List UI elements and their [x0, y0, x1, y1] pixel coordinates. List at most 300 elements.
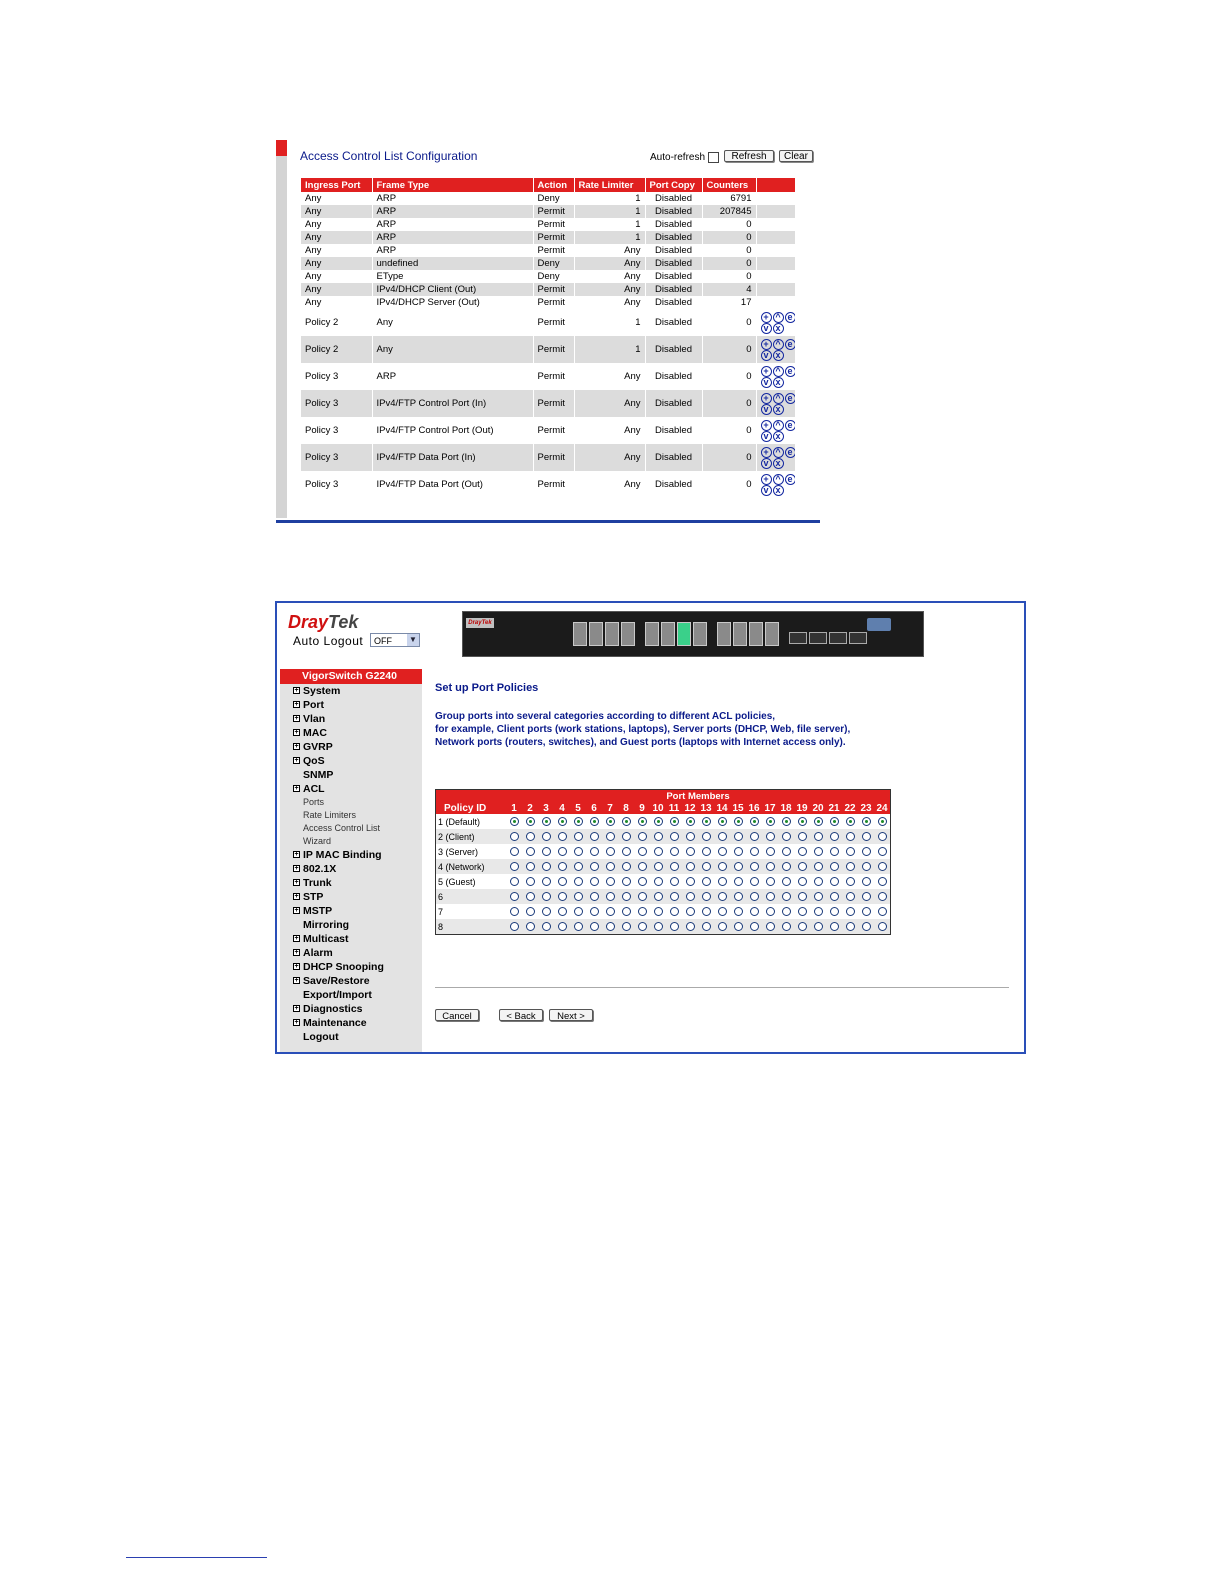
- expand-icon[interactable]: +: [294, 715, 299, 722]
- port-radio-button[interactable]: [622, 877, 631, 886]
- sidebar-item-trunk[interactable]: [280, 876, 422, 890]
- port-radio-button[interactable]: [878, 892, 887, 901]
- port-radio-button[interactable]: [814, 832, 823, 841]
- port-radio-button[interactable]: [686, 892, 695, 901]
- port-radio-button[interactable]: [878, 877, 887, 886]
- cell-action: Deny: [533, 257, 574, 270]
- port-radio-button[interactable]: [686, 862, 695, 871]
- port-radio-button[interactable]: [558, 847, 567, 856]
- sidebar-item-save-restore[interactable]: [280, 974, 422, 988]
- port-radio-button[interactable]: [574, 877, 583, 886]
- port-radio-button[interactable]: [654, 922, 663, 931]
- port-radio-button[interactable]: [510, 892, 519, 901]
- port-radio-button[interactable]: [846, 877, 855, 886]
- port-radio-button[interactable]: [510, 832, 519, 841]
- port-radio-button[interactable]: [846, 862, 855, 871]
- port-radio-button[interactable]: [782, 847, 791, 856]
- port-radio-button[interactable]: [798, 922, 807, 931]
- edit-icon[interactable]: e: [785, 420, 796, 431]
- port-radio-button[interactable]: [670, 847, 679, 856]
- expand-icon[interactable]: +: [294, 893, 299, 900]
- sidebar-item-vlan[interactable]: [280, 712, 422, 726]
- expand-icon[interactable]: +: [294, 851, 299, 858]
- row-actions: [756, 257, 795, 270]
- sidebar-item-802-1x[interactable]: [280, 862, 422, 876]
- sidebar-item-mac[interactable]: [280, 726, 422, 740]
- port-radio-button[interactable]: [766, 862, 775, 871]
- port-radio-button[interactable]: [766, 907, 775, 916]
- port-radio-button[interactable]: [814, 817, 823, 826]
- expand-icon[interactable]: +: [294, 785, 299, 792]
- port-radio-button[interactable]: [702, 832, 711, 841]
- port-radio-button[interactable]: [846, 922, 855, 931]
- port-radio-button[interactable]: [510, 847, 519, 856]
- edit-icon[interactable]: e: [785, 474, 796, 485]
- sidebar-subitem[interactable]: Rate Limiters: [303, 810, 357, 820]
- sidebar-item-multicast[interactable]: [280, 932, 422, 946]
- port-radio-button[interactable]: [862, 832, 871, 841]
- port-radio-button[interactable]: [622, 847, 631, 856]
- port-radio-button[interactable]: [702, 877, 711, 886]
- refresh-button[interactable]: Refresh: [724, 150, 774, 162]
- port-radio-button[interactable]: [542, 847, 551, 856]
- port-radio-button[interactable]: [606, 817, 615, 826]
- port-radio-button[interactable]: [878, 817, 887, 826]
- port-radio-button[interactable]: [622, 862, 631, 871]
- sidebar-item-gvrp[interactable]: [280, 740, 422, 754]
- move-down-icon[interactable]: v: [761, 377, 772, 388]
- port-radio-button[interactable]: [558, 922, 567, 931]
- expand-icon[interactable]: +: [294, 1019, 299, 1026]
- sidebar-item-stp[interactable]: [280, 890, 422, 904]
- policy-row: [436, 919, 891, 935]
- expand-icon[interactable]: +: [294, 963, 299, 970]
- port-radio-button[interactable]: [766, 832, 775, 841]
- port-radio-button[interactable]: [638, 832, 647, 841]
- sidebar-item-system[interactable]: [280, 684, 422, 698]
- port-radio-button[interactable]: [542, 907, 551, 916]
- expand-icon[interactable]: +: [294, 879, 299, 886]
- edit-icon[interactable]: e: [785, 366, 796, 377]
- port-radio-button[interactable]: [830, 922, 839, 931]
- move-up-icon[interactable]: ^: [773, 312, 784, 323]
- port-radio-button[interactable]: [526, 847, 535, 856]
- policy-row: [436, 859, 891, 874]
- port-radio-button[interactable]: [750, 832, 759, 841]
- port-radio-button[interactable]: [686, 877, 695, 886]
- sidebar-subitem[interactable]: Ports: [303, 797, 325, 807]
- expand-icon[interactable]: +: [294, 729, 299, 736]
- port-radio-button[interactable]: [654, 847, 663, 856]
- delete-icon[interactable]: x: [773, 323, 784, 334]
- port-radio-button[interactable]: [734, 847, 743, 856]
- port-radio-button[interactable]: [670, 907, 679, 916]
- edit-icon[interactable]: e: [785, 339, 796, 350]
- port-radio-button[interactable]: [718, 907, 727, 916]
- port-radio-button[interactable]: [830, 862, 839, 871]
- port-radio-button[interactable]: [718, 847, 727, 856]
- port-radio-button[interactable]: [830, 817, 839, 826]
- port-radio-button[interactable]: [542, 922, 551, 931]
- port-radio-button[interactable]: [830, 832, 839, 841]
- port-radio-button[interactable]: [878, 922, 887, 931]
- port-radio-button[interactable]: [830, 877, 839, 886]
- port-radio-button[interactable]: [526, 907, 535, 916]
- port-radio-button[interactable]: [670, 862, 679, 871]
- port-radio-button[interactable]: [510, 877, 519, 886]
- port-radio-button[interactable]: [750, 907, 759, 916]
- port-radio-button[interactable]: [606, 862, 615, 871]
- cell-port: Any: [301, 205, 372, 218]
- delete-icon[interactable]: x: [773, 485, 784, 496]
- port-radio-button[interactable]: [526, 832, 535, 841]
- port-radio-button[interactable]: [654, 832, 663, 841]
- move-up-icon[interactable]: ^: [773, 420, 784, 431]
- sidebar-item-snmp[interactable]: [280, 768, 422, 782]
- expand-icon[interactable]: +: [294, 907, 299, 914]
- port-radio-button[interactable]: [798, 907, 807, 916]
- port-radio-button[interactable]: [782, 817, 791, 826]
- port-radio-button[interactable]: [718, 922, 727, 931]
- sidebar-item-mirroring[interactable]: [280, 918, 422, 932]
- table-row: [301, 390, 795, 417]
- port-radio-button[interactable]: [606, 877, 615, 886]
- port-radio-button[interactable]: [686, 832, 695, 841]
- port-radio-button[interactable]: [638, 907, 647, 916]
- port-radio-button[interactable]: [590, 832, 599, 841]
- port-radio-button[interactable]: [798, 877, 807, 886]
- sidebar-item-port[interactable]: [280, 698, 422, 712]
- port-radio-button[interactable]: [542, 862, 551, 871]
- insert-icon[interactable]: +: [761, 366, 772, 377]
- port-radio-button[interactable]: [590, 817, 599, 826]
- port-radio-button[interactable]: [574, 832, 583, 841]
- move-down-icon[interactable]: v: [761, 404, 772, 415]
- port-radio-button[interactable]: [558, 832, 567, 841]
- port-radio-button[interactable]: [862, 922, 871, 931]
- port-radio-button[interactable]: [750, 847, 759, 856]
- port-radio-button[interactable]: [734, 907, 743, 916]
- port-radio-button[interactable]: [510, 817, 519, 826]
- port-radio-button[interactable]: [654, 892, 663, 901]
- port-radio-button[interactable]: [574, 922, 583, 931]
- port-radio-button[interactable]: [846, 892, 855, 901]
- port-radio-button[interactable]: [862, 862, 871, 871]
- port-radio-button[interactable]: [878, 832, 887, 841]
- delete-icon[interactable]: x: [773, 350, 784, 361]
- sidebar-item-ip-mac-binding[interactable]: [280, 848, 422, 862]
- port-radio-button[interactable]: [670, 877, 679, 886]
- port-radio-button[interactable]: [830, 847, 839, 856]
- port-radio-button[interactable]: [702, 907, 711, 916]
- port-radio-button[interactable]: [798, 862, 807, 871]
- insert-icon[interactable]: +: [761, 312, 772, 323]
- port-radio-button[interactable]: [622, 832, 631, 841]
- auto-logout-select[interactable]: [370, 633, 420, 647]
- port-radio-button[interactable]: [814, 892, 823, 901]
- port-radio-button[interactable]: [574, 892, 583, 901]
- port-radio-button[interactable]: [798, 847, 807, 856]
- port-radio-button[interactable]: [798, 817, 807, 826]
- port-radio-button[interactable]: [766, 847, 775, 856]
- port-radio-button[interactable]: [622, 922, 631, 931]
- port-radio-button[interactable]: [814, 847, 823, 856]
- port-radio-button[interactable]: [798, 832, 807, 841]
- port-radio-button[interactable]: [590, 907, 599, 916]
- port-radio-button[interactable]: [590, 892, 599, 901]
- move-down-icon[interactable]: v: [761, 350, 772, 361]
- row-actions: [756, 444, 795, 471]
- port-radio-button[interactable]: [542, 817, 551, 826]
- port-radio-button[interactable]: [734, 862, 743, 871]
- port-radio-button[interactable]: [638, 817, 647, 826]
- port-radio-button[interactable]: [702, 862, 711, 871]
- port-radio-button[interactable]: [510, 862, 519, 871]
- expand-icon[interactable]: +: [294, 757, 299, 764]
- port-radio-button[interactable]: [686, 847, 695, 856]
- port-radio-button[interactable]: [590, 862, 599, 871]
- port-radio-button[interactable]: [718, 892, 727, 901]
- port-radio-button[interactable]: [654, 817, 663, 826]
- port-radio-cell: [506, 904, 522, 919]
- move-down-icon[interactable]: v: [761, 458, 772, 469]
- sidebar-subitem[interactable]: Wizard: [303, 836, 332, 846]
- cell-frame: EType: [372, 270, 533, 283]
- delete-icon[interactable]: x: [773, 377, 784, 388]
- port-radio-button[interactable]: [606, 847, 615, 856]
- port-radio-button[interactable]: [638, 862, 647, 871]
- port-radio-button[interactable]: [510, 907, 519, 916]
- policy-id: 8: [436, 919, 507, 935]
- edit-icon[interactable]: e: [785, 393, 796, 404]
- port-radio-cell: [714, 904, 730, 919]
- port-radio-button[interactable]: [766, 877, 775, 886]
- sidebar-item-logout[interactable]: [280, 1030, 422, 1044]
- port-radio-button[interactable]: [750, 862, 759, 871]
- port-radio-button[interactable]: [814, 862, 823, 871]
- port-radio-button[interactable]: [606, 922, 615, 931]
- sidebar-item-label: Save/Restore: [303, 975, 370, 987]
- sidebar-item-alarm[interactable]: [280, 946, 422, 960]
- port-radio-button[interactable]: [766, 817, 775, 826]
- port-radio-button[interactable]: [654, 877, 663, 886]
- port-radio-cell: [778, 904, 794, 919]
- expand-icon[interactable]: +: [294, 701, 299, 708]
- port-radio-button[interactable]: [526, 877, 535, 886]
- port-radio-button[interactable]: [590, 922, 599, 931]
- move-up-icon[interactable]: ^: [773, 339, 784, 350]
- expand-icon[interactable]: +: [294, 977, 299, 984]
- port-radio-button[interactable]: [574, 862, 583, 871]
- port-radio-button[interactable]: [862, 877, 871, 886]
- port-radio-button[interactable]: [878, 862, 887, 871]
- port-radio-button[interactable]: [846, 817, 855, 826]
- port-radio-button[interactable]: [702, 922, 711, 931]
- auto-refresh-checkbox[interactable]: [708, 152, 719, 163]
- expand-icon[interactable]: +: [294, 935, 299, 942]
- port-radio-button[interactable]: [670, 817, 679, 826]
- port-radio-button[interactable]: [670, 832, 679, 841]
- insert-icon[interactable]: +: [761, 420, 772, 431]
- port-radio-button[interactable]: [590, 847, 599, 856]
- port-radio-button[interactable]: [558, 892, 567, 901]
- move-up-icon[interactable]: ^: [773, 366, 784, 377]
- edit-icon[interactable]: e: [785, 447, 796, 458]
- port-radio-button[interactable]: [718, 817, 727, 826]
- port-radio-button[interactable]: [734, 892, 743, 901]
- port-radio-button[interactable]: [574, 817, 583, 826]
- port-radio-button[interactable]: [782, 922, 791, 931]
- port-radio-button[interactable]: [846, 847, 855, 856]
- port-radio-button[interactable]: [574, 847, 583, 856]
- port-radio-button[interactable]: [526, 892, 535, 901]
- port-radio-button[interactable]: [638, 892, 647, 901]
- move-up-icon[interactable]: ^: [773, 393, 784, 404]
- insert-icon[interactable]: +: [761, 447, 772, 458]
- insert-icon[interactable]: +: [761, 339, 772, 350]
- port-radio-button[interactable]: [766, 922, 775, 931]
- delete-icon[interactable]: x: [773, 458, 784, 469]
- port-radio-button[interactable]: [654, 907, 663, 916]
- port-radio-button[interactable]: [878, 847, 887, 856]
- port-radio-button[interactable]: [590, 877, 599, 886]
- port-radio-button[interactable]: [526, 922, 535, 931]
- port-radio-cell: [650, 904, 666, 919]
- insert-icon[interactable]: +: [761, 474, 772, 485]
- table-row: [301, 444, 795, 471]
- move-down-icon[interactable]: v: [761, 485, 772, 496]
- logo-red-text: Dray: [288, 612, 329, 632]
- port-radio-button[interactable]: [782, 862, 791, 871]
- sidebar-item-export-import[interactable]: [280, 988, 422, 1002]
- edit-icon[interactable]: e: [785, 312, 796, 323]
- port-radio-button[interactable]: [542, 832, 551, 841]
- port-radio-button[interactable]: [734, 922, 743, 931]
- port-radio-button[interactable]: [622, 817, 631, 826]
- next-button[interactable]: Next >: [549, 1009, 593, 1021]
- port-radio-button[interactable]: [878, 907, 887, 916]
- port-radio-button[interactable]: [830, 907, 839, 916]
- port-radio-button[interactable]: [862, 817, 871, 826]
- expand-icon[interactable]: +: [294, 949, 299, 956]
- insert-icon[interactable]: +: [761, 393, 772, 404]
- move-down-icon[interactable]: v: [761, 431, 772, 442]
- port-radio-button[interactable]: [686, 922, 695, 931]
- sidebar-item-mstp[interactable]: [280, 904, 422, 918]
- port-radio-button[interactable]: [718, 832, 727, 841]
- port-radio-button[interactable]: [686, 907, 695, 916]
- port-radio-button[interactable]: [526, 817, 535, 826]
- port-radio-button[interactable]: [542, 877, 551, 886]
- port-radio-button[interactable]: [638, 922, 647, 931]
- port-radio-button[interactable]: [862, 907, 871, 916]
- sidebar-item-acl[interactable]: [280, 782, 422, 796]
- port-radio-button[interactable]: [622, 907, 631, 916]
- sidebar-item-maintenance[interactable]: [280, 1016, 422, 1030]
- port-radio-button[interactable]: [750, 922, 759, 931]
- port-radio-button[interactable]: [798, 892, 807, 901]
- cell-port: Policy 2: [301, 336, 372, 363]
- port-radio-button[interactable]: [606, 907, 615, 916]
- port-radio-button[interactable]: [606, 832, 615, 841]
- port-radio-button[interactable]: [862, 892, 871, 901]
- port-radio-button[interactable]: [830, 892, 839, 901]
- port-radio-button[interactable]: [606, 892, 615, 901]
- expand-icon[interactable]: +: [294, 865, 299, 872]
- port-radio-button[interactable]: [702, 847, 711, 856]
- port-radio-button[interactable]: [782, 832, 791, 841]
- port-radio-button[interactable]: [814, 877, 823, 886]
- port-radio-button[interactable]: [526, 862, 535, 871]
- delete-icon[interactable]: x: [773, 431, 784, 442]
- expand-icon[interactable]: +: [294, 743, 299, 750]
- port-radio-button[interactable]: [670, 922, 679, 931]
- chevron-down-icon[interactable]: ▼: [407, 634, 419, 646]
- sidebar-item-diagnostics[interactable]: [280, 1002, 422, 1016]
- port-radio-button[interactable]: [734, 832, 743, 841]
- cancel-button[interactable]: Cancel: [435, 1009, 479, 1021]
- port-radio-button[interactable]: [846, 907, 855, 916]
- port-radio-button[interactable]: [750, 877, 759, 886]
- port-radio-button[interactable]: [782, 877, 791, 886]
- port-radio-button[interactable]: [782, 892, 791, 901]
- port-radio-button[interactable]: [686, 817, 695, 826]
- port-radio-button[interactable]: [846, 832, 855, 841]
- sidebar-item-dhcp-snooping[interactable]: [280, 960, 422, 974]
- expand-icon[interactable]: +: [294, 1005, 299, 1012]
- port-radio-button[interactable]: [654, 862, 663, 871]
- port-radio-button[interactable]: [782, 907, 791, 916]
- port-radio-button[interactable]: [542, 892, 551, 901]
- port-radio-button[interactable]: [718, 877, 727, 886]
- port-radio-button[interactable]: [638, 847, 647, 856]
- port-radio-button[interactable]: [574, 907, 583, 916]
- port-radio-button[interactable]: [510, 922, 519, 931]
- row-actions: [756, 336, 795, 363]
- row-actions: [756, 417, 795, 444]
- back-button[interactable]: < Back: [499, 1009, 543, 1021]
- expand-icon[interactable]: +: [294, 687, 299, 694]
- port-radio-button[interactable]: [638, 877, 647, 886]
- port-radio-button[interactable]: [558, 817, 567, 826]
- move-up-icon[interactable]: ^: [773, 474, 784, 485]
- sidebar-subitem[interactable]: Access Control List: [303, 823, 381, 833]
- move-up-icon[interactable]: ^: [773, 447, 784, 458]
- port-radio-button[interactable]: [622, 892, 631, 901]
- port-radio-cell: [778, 919, 794, 935]
- port-radio-button[interactable]: [862, 847, 871, 856]
- sidebar-item-qos[interactable]: [280, 754, 422, 768]
- port-radio-button[interactable]: [558, 907, 567, 916]
- table-row: [301, 205, 795, 218]
- move-down-icon[interactable]: v: [761, 323, 772, 334]
- port-radio-button[interactable]: [734, 877, 743, 886]
- port-radio-button[interactable]: [750, 817, 759, 826]
- port-radio-button[interactable]: [766, 892, 775, 901]
- port-radio-button[interactable]: [670, 892, 679, 901]
- port-radio-button[interactable]: [814, 922, 823, 931]
- clear-button[interactable]: Clear: [779, 150, 813, 162]
- port-radio-button[interactable]: [558, 877, 567, 886]
- port-radio-button[interactable]: [558, 862, 567, 871]
- port-radio-button[interactable]: [734, 817, 743, 826]
- port-radio-button[interactable]: [702, 892, 711, 901]
- port-radio-button[interactable]: [750, 892, 759, 901]
- port-radio-button[interactable]: [718, 862, 727, 871]
- port-radio-button[interactable]: [814, 907, 823, 916]
- port-radio-button[interactable]: [702, 817, 711, 826]
- delete-icon[interactable]: x: [773, 404, 784, 415]
